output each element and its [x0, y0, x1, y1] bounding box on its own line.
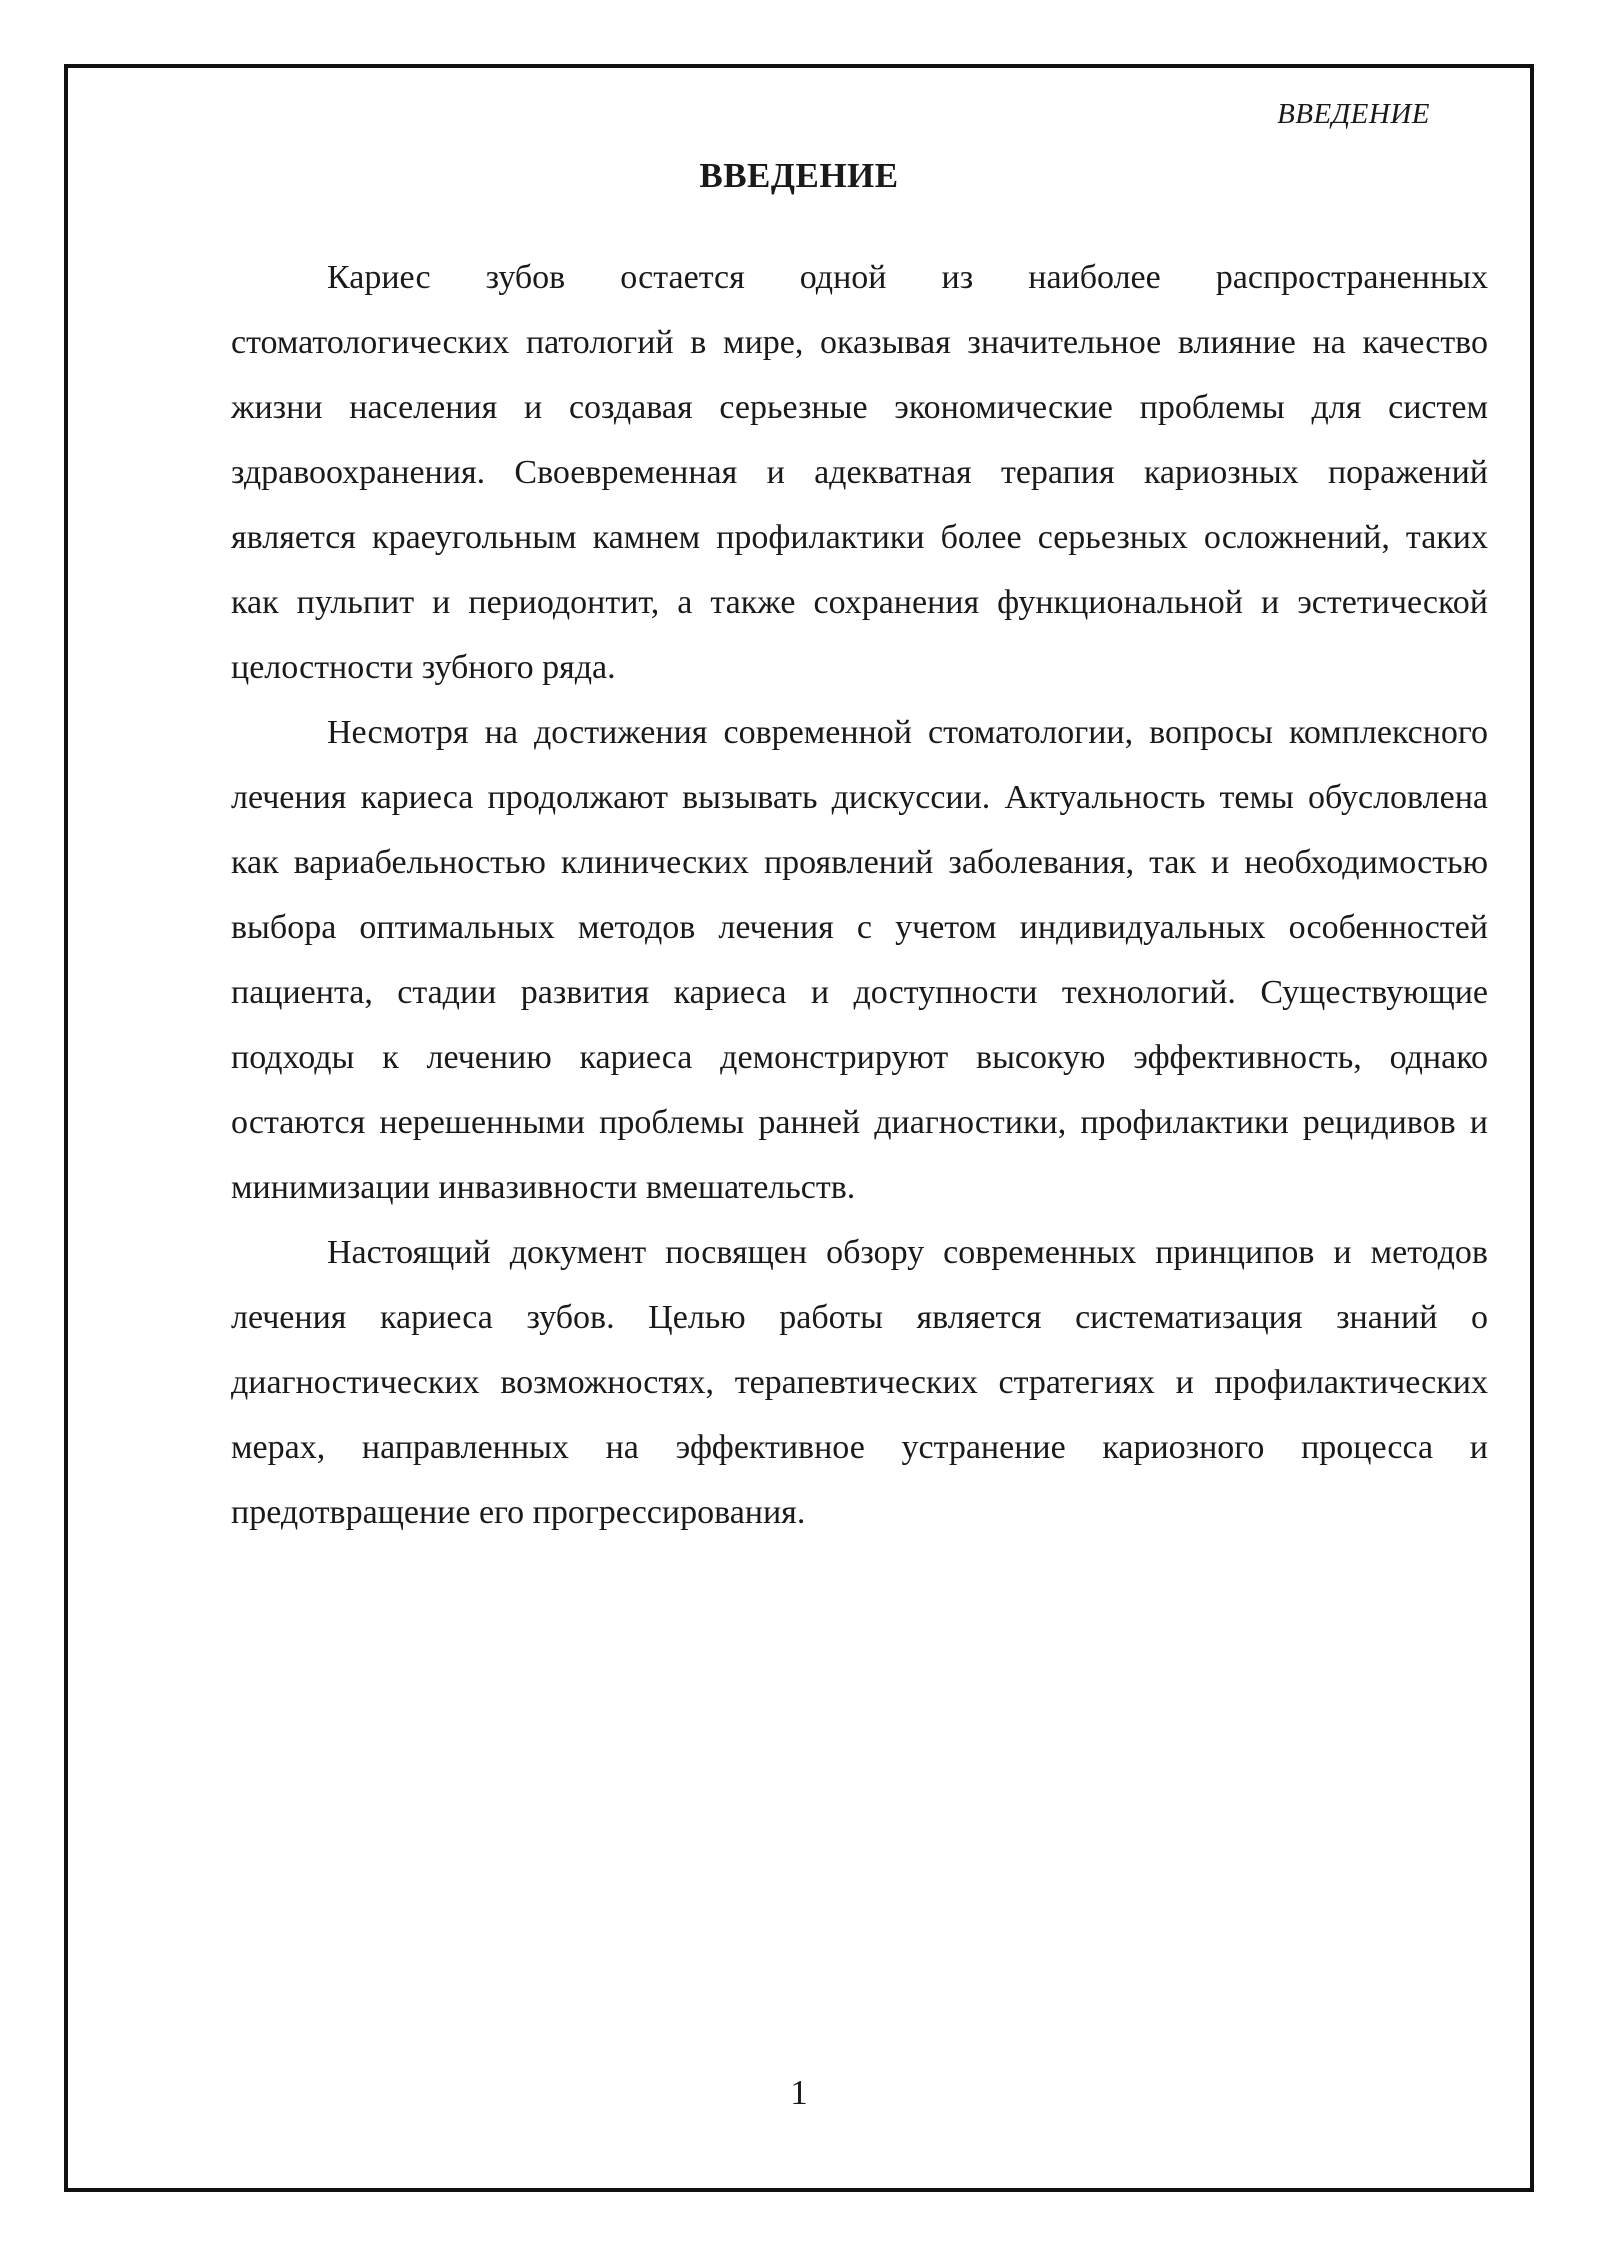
paragraph-2: Несмотря на достижения современной стоматологии, вопросы комплексного лечения кариеса продолжают вызывать дискуссии. Актуальность темы обусловлена как вариабельностью клинических проявлений заболевания, так и необходимостью выбора оптимальных методов лечения с учетом индивидуальных особенностей пациента, стадии развития кариеса и доступности технологий. Существующие подходы к лечению кариеса демонстрируют высокую эффективность, однако остаются нерешенными проблемы ранней диагностики, профилактики рецидивов и минимизации инвазивности вмешательств. — [231, 714, 1488, 1206]
paragraph-3: Настоящий документ посвящен обзору современных принципов и методов лечения кариеса зубов. Целью работы является систематизация знаний о диагностических возможностях, терапевтических стратегиях и профилактических мерах, направленных на эффективное устранение кариозного процесса и предотвращение его прогрессирования. — [231, 1234, 1488, 1531]
page-title: ВВЕДЕНИЕ — [699, 156, 899, 195]
running-header: ВВЕДЕНИЕ — [1277, 98, 1430, 130]
body-text — [231, 245, 1488, 1545]
page-frame — [64, 64, 1534, 2192]
paragraph-1: Кариес зубов остается одной из наиболее распространенных стоматологических патологий в мире, оказывая значительное влияние на качество жизни населения и создавая серьезные экономические проблемы для систем здравоохранения. Своевременная и адекватная терапия кариозных поражений является краеугольным камнем профилактики более серьезных осложнений, таких как пульпит и периодонтит, а также сохранения функциональной и эстетической целостности зубного ряда. — [231, 259, 1488, 686]
page-number: 1 — [790, 2073, 808, 2112]
